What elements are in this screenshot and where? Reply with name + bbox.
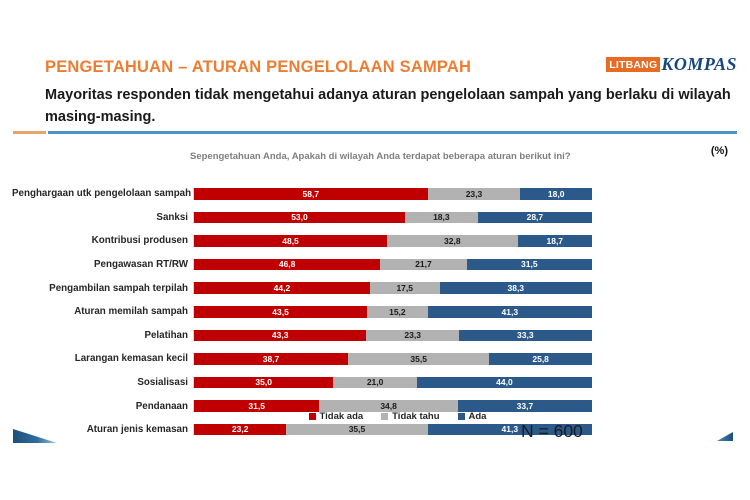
bar-segment-tidak-ada xyxy=(194,188,428,200)
chart-row xyxy=(12,371,612,395)
page-title: PENGETAHUAN – ATURAN PENGELOLAAN SAMPAH xyxy=(45,58,472,76)
row-label: Aturan memilah sampah xyxy=(74,306,188,318)
row-label: Pengawasan RT/RW xyxy=(94,259,188,271)
bar-segment-tidak-tahu xyxy=(366,330,459,342)
segment-value: 23,3 xyxy=(404,330,421,341)
segment-value: 33,3 xyxy=(517,330,534,341)
legend-item xyxy=(458,411,487,422)
segment-value: 53,0 xyxy=(291,212,308,223)
bar-track xyxy=(193,188,592,200)
bar-segment-tidak-tahu xyxy=(387,235,518,247)
segment-value: 41,3 xyxy=(501,306,519,317)
bar-segment-tidak-ada xyxy=(194,306,367,318)
bar-segment-tidak-ada xyxy=(194,235,387,247)
row-label: Penghargaan utk pengelolaan sampah xyxy=(12,188,192,200)
row-label: Aturan jenis kemasan xyxy=(86,424,188,436)
legend-label: Ada xyxy=(468,411,487,422)
bar-segment-tidak-tahu xyxy=(367,306,427,318)
segment-value: 18,3 xyxy=(433,212,450,223)
bar-segment-tidak-ada xyxy=(194,330,366,342)
bar-segment-tidak-tahu xyxy=(405,212,478,224)
bar-segment-tidak-ada xyxy=(194,353,348,365)
segment-value: 21,7 xyxy=(415,259,432,270)
segment-value: 21,0 xyxy=(366,377,384,388)
bar-segment-ada xyxy=(417,377,592,389)
segment-value: 23,2 xyxy=(231,424,249,435)
litbang-badge: LITBANG xyxy=(606,57,660,72)
bar-segment-ada xyxy=(440,282,592,294)
bar-segment-tidak-tahu xyxy=(370,282,440,294)
bar-segment-ada xyxy=(478,212,592,224)
bar-track xyxy=(193,330,592,342)
bar-segment-ada xyxy=(467,259,592,271)
chart-row xyxy=(12,206,612,230)
row-label: Pendanaan xyxy=(135,400,188,412)
segment-value: 28,7 xyxy=(526,212,544,223)
legend-label: Tidak ada xyxy=(319,411,364,422)
litbang-kompas-logo xyxy=(606,54,737,75)
segment-value: 46,8 xyxy=(278,259,296,270)
segment-value: 48,5 xyxy=(282,235,299,246)
segment-value: 35,0 xyxy=(255,377,272,388)
row-label: Sosialisasi xyxy=(137,377,188,389)
legend-item xyxy=(381,411,439,422)
row-label: Larangan kemasan kecil xyxy=(74,353,188,365)
bar-track xyxy=(193,235,592,247)
segment-value: 38,3 xyxy=(507,282,525,293)
chart-row xyxy=(12,182,612,206)
bar-track xyxy=(193,306,592,318)
bar-segment-tidak-tahu xyxy=(286,424,427,436)
segment-value: 31,5 xyxy=(248,400,265,411)
segment-value: 34,8 xyxy=(380,400,397,411)
bar-segment-tidak-tahu xyxy=(428,188,521,200)
segment-value: 18,0 xyxy=(547,188,565,199)
sample-size-note: N = 600 xyxy=(521,421,583,441)
bar-track xyxy=(193,282,592,294)
chart-row xyxy=(12,276,612,300)
kompas-wordmark: KOMPAS xyxy=(661,54,737,74)
segment-value: 44,0 xyxy=(496,377,513,388)
segment-value: 43,5 xyxy=(272,306,289,317)
chart-question: Sepengetahuan Anda, Apakah di wilayah Anda terdapat beberapa aturan berikut ini? xyxy=(190,151,571,162)
segment-value: 58,7 xyxy=(302,188,320,199)
row-label: Sanksi xyxy=(156,211,188,223)
bar-segment-tidak-ada xyxy=(194,282,370,294)
segment-value: 35,5 xyxy=(410,353,427,364)
segment-value: 23,3 xyxy=(465,188,483,199)
bar-segment-ada xyxy=(520,188,592,200)
percent-unit-label: (%) xyxy=(710,145,728,157)
chart-row xyxy=(12,253,612,277)
bar-track xyxy=(193,259,592,271)
bar-segment-tidak-ada xyxy=(194,377,333,389)
row-label: Pelatihan xyxy=(144,329,188,341)
segment-value: 41,3 xyxy=(501,424,519,435)
segment-value: 44,2 xyxy=(273,282,291,293)
chart-row xyxy=(12,229,612,253)
stacked-bar-chart xyxy=(12,182,612,442)
segment-value: 32,8 xyxy=(444,235,461,246)
divider-orange-segment xyxy=(13,131,46,134)
bar-track xyxy=(193,212,592,224)
bar-track xyxy=(193,377,592,389)
bar-segment-tidak-tahu xyxy=(348,353,489,365)
bar-segment-ada xyxy=(459,330,592,342)
legend-swatch-icon xyxy=(381,413,388,420)
segment-value: 31,5 xyxy=(521,259,538,270)
segment-value: 35,5 xyxy=(348,424,366,435)
headline: Mayoritas responden tidak mengetahui adanya aturan pengelolaan sampah yang berlaku di wilayah masing-masing. xyxy=(45,87,731,126)
segment-value: 18,7 xyxy=(546,235,564,246)
bar-segment-tidak-tahu xyxy=(380,259,466,271)
chart-row xyxy=(12,324,612,348)
chart-row xyxy=(12,300,612,324)
row-label: Pengambilan sampah terpilah xyxy=(49,282,188,294)
bar-segment-tidak-tahu xyxy=(333,377,417,389)
segment-value: 33,7 xyxy=(516,400,534,411)
corner-triangle-right xyxy=(717,432,733,441)
legend-swatch-icon xyxy=(458,413,465,420)
bar-track xyxy=(193,353,592,365)
segment-value: 17,5 xyxy=(396,282,413,293)
bar-segment-tidak-ada xyxy=(194,212,405,224)
divider-blue-segment xyxy=(48,131,737,134)
segment-value: 15,2 xyxy=(389,306,406,317)
bar-segment-ada xyxy=(518,235,592,247)
legend-label: Tidak tahu xyxy=(392,411,440,422)
bar-segment-ada xyxy=(428,306,592,318)
segment-value: 38,7 xyxy=(262,353,280,364)
legend-swatch-icon xyxy=(309,413,316,420)
legend-item xyxy=(309,411,364,422)
bar-segment-tidak-ada xyxy=(194,424,286,436)
bar-segment-ada xyxy=(489,353,592,365)
segment-value: 25,8 xyxy=(532,353,549,364)
chart-row xyxy=(12,347,612,371)
bar-segment-tidak-ada xyxy=(194,259,380,271)
segment-value: 43,3 xyxy=(271,330,289,341)
row-label: Kontribusi produsen xyxy=(91,235,188,247)
